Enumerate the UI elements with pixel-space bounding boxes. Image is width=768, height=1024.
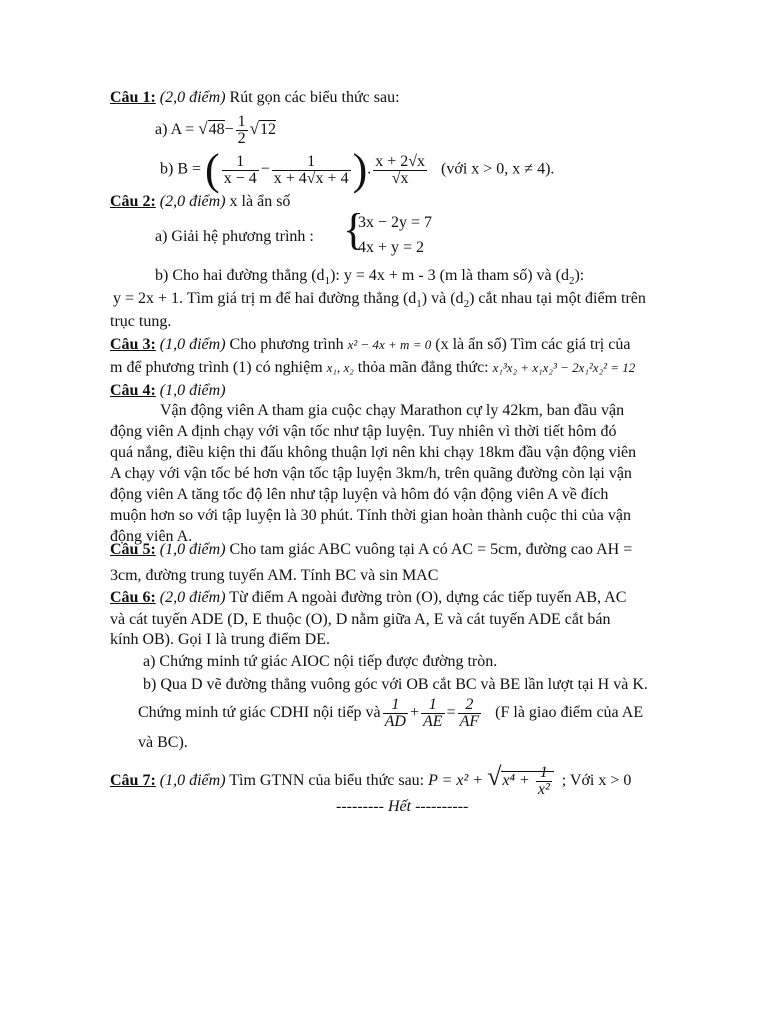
q1-b-lhs: B =: [177, 160, 206, 178]
q7-points: (1,0 điểm): [159, 772, 226, 789]
q6-line2: và cát tuyến ADE (D, E thuộc (O), D nằm giữa A, E và cát tuyến ADE cắt bán: [110, 611, 611, 628]
q5-line2: [110, 566, 438, 586]
q1-a-label: a): [155, 121, 168, 139]
q3-line2: [110, 358, 635, 378]
q5-l1: Cho tam giác ABC vuông tại A có AC = 5cm, đường cao AH =: [229, 541, 633, 558]
q2-eq2: 4x + y = 2: [358, 239, 425, 256]
q7-rad-den: x²: [537, 780, 550, 798]
q7-condition: ; Với x > 0: [561, 772, 632, 789]
q1-a: a) A = √48− $\frac{1}{2}$ √12: [155, 113, 276, 147]
q1-b-f3-num: x + 2√x: [375, 152, 426, 170]
q6-c: [138, 696, 643, 730]
q2-sub2-b: 2: [463, 298, 470, 311]
q3-equation: x² − 4x + m = 0: [347, 337, 432, 352]
q7-radical: [501, 763, 553, 798]
q6-f1-num: 1: [383, 697, 408, 714]
q2-b-l1d: ):: [574, 267, 585, 284]
q6-f3-den: AF: [459, 712, 480, 730]
q6-frac2: [421, 697, 445, 730]
q1-a-frac: [236, 114, 248, 147]
q2-sub2: 2: [568, 275, 575, 288]
q1-b-condition: (với x > 0, x ≠ 4).: [441, 160, 555, 178]
q2-sub1: 1: [324, 275, 331, 288]
q2-head: Câu 2:: [110, 193, 156, 210]
q6-b: b) Qua D vẽ đường thẳng vuông góc với OB cắt BC và BE lần lượt tại H và K.: [143, 676, 648, 693]
q2-text: x là ẩn số: [229, 193, 291, 210]
q6-points: (2,0 điểm): [159, 589, 226, 606]
q1-a-lhs: A =: [170, 121, 199, 139]
q6-f3-num: 2: [458, 697, 482, 714]
q6-eq: =: [446, 704, 456, 721]
q1-header: [110, 88, 400, 108]
q4-line: động viên A.: [110, 528, 193, 545]
q2-b-line1: [155, 266, 584, 291]
q1-a-frac-den: 2: [237, 130, 246, 147]
q1-b-f1-num: 1: [222, 154, 259, 171]
q2-eq1: 3x − 2y = 7: [358, 214, 433, 231]
q7-rad-frac: [536, 765, 552, 798]
q4-line: A chạy với vận tốc bé hơn vận tốc tập luyện 3km/h, trên quãng đường còn lại vận: [110, 465, 632, 482]
q2-b-l2c: ) cắt nhau tại một điểm trên: [469, 290, 646, 307]
end-dashes-right: ----------: [415, 798, 469, 815]
q7-rad-inner: x⁴ +: [502, 772, 534, 789]
q1-a-minus: −: [224, 121, 234, 139]
q4-head: Câu 4:: [110, 382, 156, 399]
q2-b-l1c: (m là tham số) và (d: [439, 267, 569, 284]
q1-a-sqrt48: 48: [208, 121, 225, 139]
q4-line: muộn hơn so với tập luyện là 30 phút. Tính thời gian hoàn thành cuộc thi của vận: [110, 507, 631, 524]
q2-sub1-b: 1: [416, 298, 422, 311]
q1-b-frac2: [272, 154, 351, 187]
q6-f2-den: AE: [423, 712, 443, 730]
end-word: Hết: [387, 798, 412, 815]
q6-f2-num: 1: [421, 697, 445, 714]
q6-frac1: [383, 697, 408, 730]
q7-line: Câu 7: (1,0 điểm) Tìm GTNN của biểu thức sau: P = x² + √x⁴ + $\frac{1}{\text{x²}}$ ; Với x > 0: [110, 762, 632, 798]
q6-line1: [110, 588, 626, 608]
q3-identity: x₁³x₂ + x₁x₂³ − 2x₁²x₂² = 12: [492, 360, 636, 375]
q4-line: động viên A tăng tốc độ lên như tập luyện và hôm đó vận động viên A về đích: [110, 486, 609, 503]
q2-b-l1b: ): y = 4x + m - 3: [330, 267, 436, 284]
q1-text: Rút gọn các biểu thức sau:: [229, 89, 400, 106]
q1-b-frac3: [373, 154, 427, 187]
q1-b-minus: −: [260, 160, 270, 178]
q3-points: (1,0 điểm): [159, 336, 226, 353]
q3-l2b: thỏa mãn đẳng thức:: [357, 359, 489, 376]
q2-b-l2a: y = 2x + 1. Tìm giá trị m để hai đường thẳng (d: [113, 290, 417, 307]
q4-header: [110, 381, 226, 401]
q7-text: Tìm GTNN của biểu thức sau:: [229, 772, 425, 789]
q6-line3: kính OB). Gọi I là trung điểm DE.: [110, 631, 330, 648]
q1-b-f1-den: x − 4: [223, 169, 257, 187]
q5-head: Câu 5:: [110, 541, 156, 558]
q6-c-a: Chứng minh tứ giác CDHI nội tiếp và: [138, 704, 381, 721]
q1-head: Câu 1:: [110, 89, 156, 106]
q1-points: (2,0 điểm): [159, 89, 226, 106]
end-dashes-left: ---------: [336, 798, 384, 815]
q1-b-f2-den: x + 4√x + 4: [273, 169, 349, 187]
q1-b-f2-num: 1: [272, 154, 351, 171]
q2-b-line2: [113, 289, 646, 314]
q1-b-label: b): [160, 160, 174, 178]
q4-line: động viên A định chạy với vận tốc như tập luyện. Tuy nhiên vì thời tiết hôm đó: [110, 423, 617, 440]
q1-b: b) B = ( $\frac{1}{x - 4}$ − $\frac{1}{x + 4√x + 4}$ ). $\frac{x + 2√x}{√x}$ (với x > 0, x ≠ 4).: [160, 145, 555, 194]
q3-head: Câu 3:: [110, 336, 156, 353]
q2-b-line3: trục tung.: [110, 313, 172, 330]
q1-b-frac1: [222, 154, 259, 187]
q2-points: (2,0 điểm): [159, 193, 226, 210]
q6-f1-den: AD: [384, 712, 406, 730]
q5-expr: sin MAC: [379, 567, 439, 584]
q2-system-brace: {: [343, 205, 365, 254]
q3-text1: Cho phương trình: [229, 336, 344, 353]
q6-c-c: và BC).: [138, 734, 188, 751]
q5-line1: [110, 540, 632, 560]
end-marker: [336, 797, 468, 817]
q7-expr-left: P = x² +: [428, 772, 488, 789]
q6-c-b: (F là giao điểm của AE: [495, 704, 644, 721]
q3-line1: [110, 335, 630, 355]
q5-points: (1,0 điểm): [159, 541, 226, 558]
q2-b-l1a: b) Cho hai đường thẳng (d: [155, 267, 325, 284]
q1-b-f3-den: √x: [391, 169, 409, 187]
q7-rad-num: 1: [536, 765, 552, 782]
q6-plus: +: [409, 704, 420, 721]
q6-a: a) Chứng minh tứ giác AIOC nội tiếp được đường tròn.: [143, 653, 498, 670]
q6-head: Câu 6:: [110, 589, 156, 606]
q2-b-l2b: ) và (d: [421, 290, 464, 307]
q3-roots: x₁, x₂: [326, 360, 354, 375]
q2-header: [110, 192, 290, 212]
q4-line: Vận động viên A tham gia cuộc chạy Marathon cự ly 42km, ban đầu vận: [160, 402, 625, 419]
q1-a-sqrt12: 12: [259, 121, 276, 139]
q7-head: Câu 7:: [110, 772, 156, 789]
q4-line: quá nắng, điều kiện thi đấu không thuận lợi nên khi chạy 18km đầu vận động viên: [110, 444, 637, 461]
q1-a-frac-num: 1: [237, 113, 246, 130]
q2-a-text: a) Giải hệ phương trình :: [155, 228, 314, 245]
q6-l1: Từ điểm A ngoài đường tròn (O), dựng các tiếp tuyến AB, AC: [229, 589, 627, 606]
q3-l2a: m để phương trình (1) có nghiệm: [110, 359, 323, 376]
q5-l2: 3cm, đường trung tuyến AM. Tính BC và: [110, 567, 376, 584]
q3-text2: (x là ẩn số) Tìm các giá trị của: [435, 336, 631, 353]
q4-points: (1,0 điểm): [159, 382, 226, 399]
q6-frac3: [458, 697, 482, 730]
